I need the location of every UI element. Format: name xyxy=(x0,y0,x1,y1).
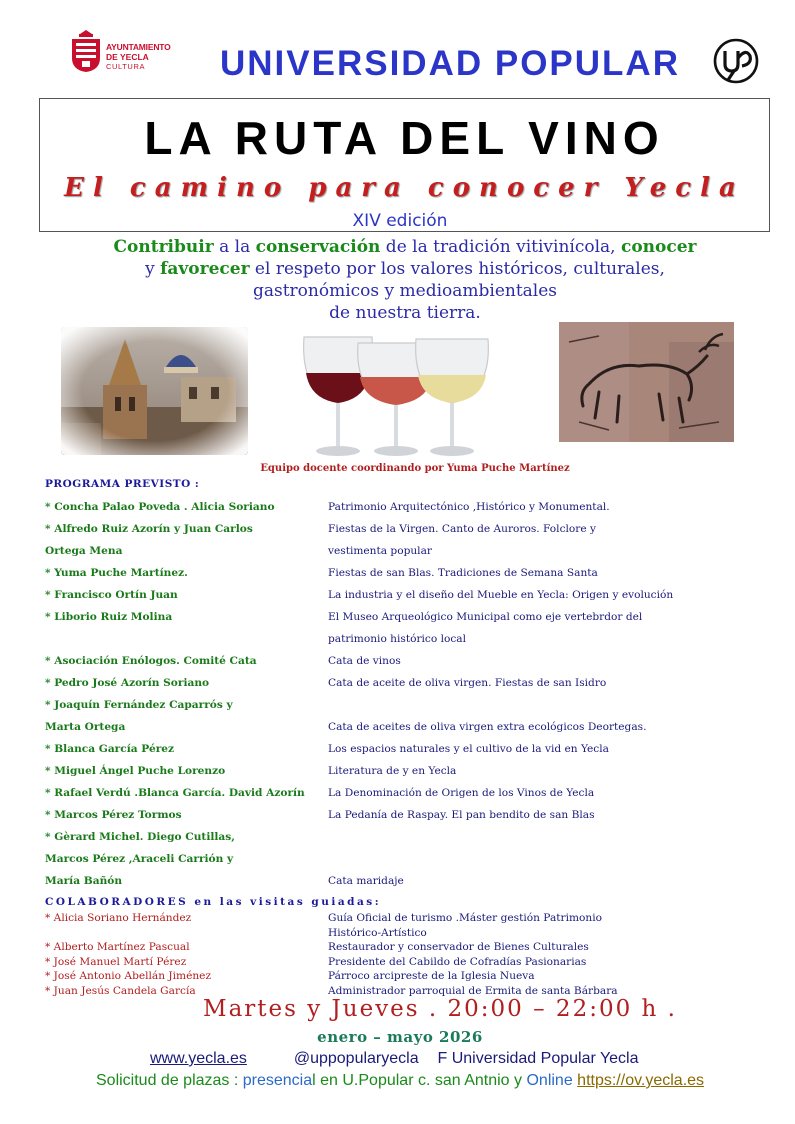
program-row xyxy=(45,650,765,672)
enroll-location: l en U.Popular c. san Antnio y xyxy=(312,1072,527,1089)
enroll-presencial: presencia xyxy=(242,1072,313,1089)
enrollment-line xyxy=(96,1072,776,1090)
program-row xyxy=(45,870,765,892)
intro-keyword-conocer: conocer xyxy=(620,237,697,257)
collaborator-row xyxy=(45,940,765,954)
program-row xyxy=(45,804,765,826)
intro-keyword-conservacion: conservación xyxy=(255,237,381,257)
program-speaker: * Pedro José Azorín Soriano xyxy=(45,677,210,689)
program-row xyxy=(45,782,765,804)
program-row xyxy=(45,738,765,760)
program-speaker: Marta Ortega xyxy=(45,721,126,733)
program-row xyxy=(45,584,765,606)
wine-glasses-photo xyxy=(298,333,494,461)
course-dates: enero – mayo 2026 xyxy=(317,1028,483,1046)
intro-text-3: y xyxy=(145,259,161,279)
program-topic: Cata de aceites de oliva virgen extra ecológicos Deortegas. xyxy=(328,721,647,733)
program-speaker: * Liborio Ruiz Molina xyxy=(45,611,173,623)
collaborator-role: Guía Oficial de turismo .Máster gestión Patrimonio xyxy=(328,912,602,924)
program-row xyxy=(45,518,765,540)
program-row xyxy=(45,694,765,716)
edition-label: XIV edición xyxy=(352,211,448,231)
program-row xyxy=(45,606,765,628)
program-speaker: * Blanca García Pérez xyxy=(45,743,175,755)
program-speaker: * Concha Palao Poveda . Alicia Soriano xyxy=(45,501,275,513)
social-handle[interactable]: @uppopularyecla xyxy=(293,1050,419,1067)
ayto-line2: DE YECLA xyxy=(106,52,149,62)
program-topic: La industria y el diseño del Mueble en Yecla: Origen y evolución xyxy=(328,589,674,601)
program-heading: PROGRAMA PREVISTO : xyxy=(45,478,200,490)
collaborator-role: Restaurador y conservador de Bienes Culturales xyxy=(328,941,589,953)
program-row xyxy=(45,672,765,694)
intro-text-4: el respeto por los valores históricos, culturales, xyxy=(249,259,665,279)
program-topic: Cata de vinos xyxy=(328,655,401,667)
website-link[interactable]: www.yecla.es xyxy=(150,1050,247,1067)
collaborator-name: * Juan Jesús Candela García xyxy=(45,984,196,997)
program-speaker: * Gèrard Michel. Diego Cutillas, xyxy=(45,831,235,843)
program-speaker: * Yuma Puche Martínez. xyxy=(45,567,188,579)
collaborator-name: * José Manuel Martí Pérez xyxy=(45,955,187,968)
collaborator-role: Administrador parroquial de Ermita de santa Bárbara xyxy=(328,984,618,997)
collaborator-row xyxy=(45,955,765,969)
program-speaker: * Marcos Pérez Tormos xyxy=(45,809,182,821)
program-topic: El Museo Arqueológico Municipal como eje vertebrdor del xyxy=(328,611,643,623)
collaborator-role: Histórico-Artístico xyxy=(328,926,427,939)
collaborator-name: * Alicia Soriano Hernández xyxy=(45,912,192,924)
intro-text-1: a la xyxy=(213,237,256,257)
ayto-line1: AYUNTAMIENTO xyxy=(106,42,171,52)
program-speaker: * Francisco Ortín Juan xyxy=(45,589,178,601)
intro-line3: gastronómicos y medioambientales xyxy=(252,281,558,301)
intro-line4: de nuestra tierra. xyxy=(329,303,481,323)
collaborator-name: * Alberto Martínez Pascual xyxy=(45,941,190,953)
collaborators-heading: COLABORADORES en las visitas guiadas: xyxy=(45,896,382,908)
program-row xyxy=(45,540,765,562)
collaborator-role: Presidente del Cabildo de Cofradías Pasionarias xyxy=(328,955,587,968)
contact-line xyxy=(150,1050,690,1068)
program-topic: vestimenta popular xyxy=(328,545,432,557)
program-topic: Los espacios naturales y el cultivo de la vid en Yecla xyxy=(328,743,609,755)
program-topic: Literatura de y en Yecla xyxy=(328,765,457,777)
intro-text xyxy=(40,236,770,324)
program-topic: Fiestas de san Blas. Tradiciones de Semana Santa xyxy=(328,567,598,579)
enroll-label: Solicitud de plazas : xyxy=(96,1072,243,1089)
facebook-page[interactable]: F Universidad Popular Yecla xyxy=(437,1050,639,1067)
program-speaker: * Joaquín Fernández Caparrós y xyxy=(45,699,233,711)
ayto-line3: CULTURA xyxy=(106,62,146,71)
program-topic: Cata de aceite de oliva virgen. Fiestas de san Isidro xyxy=(328,677,607,689)
program-row xyxy=(45,628,765,650)
collaborator-name: * José Antonio Abellán Jiménez xyxy=(45,970,212,982)
program-topic: Fiestas de la Virgen. Canto de Auroros. Folclore y xyxy=(328,523,596,535)
enroll-online: Online xyxy=(526,1072,573,1089)
program-row xyxy=(45,826,765,848)
collaborator-row xyxy=(45,911,765,925)
subtitle: El camino para conocer Yecla xyxy=(64,173,745,203)
program-topic: Patrimonio Arquitectónico ,Histórico y Monumental. xyxy=(328,501,610,513)
cave-painting-photo xyxy=(559,322,734,442)
collaborator-row xyxy=(45,926,765,940)
program-row xyxy=(45,562,765,584)
program-topic: patrimonio histórico local xyxy=(328,633,467,645)
enroll-url-link[interactable]: https://ov.yecla.es xyxy=(577,1072,705,1089)
team-coordinator: Equipo docente coordinando por Yuma Puche Martínez xyxy=(260,463,570,474)
intro-keyword-favorecer: favorecer xyxy=(160,259,250,279)
program-topic: Cata maridaje xyxy=(328,875,404,887)
program-speaker: Ortega Mena xyxy=(45,545,123,557)
program-speaker: María Bañón xyxy=(45,875,123,887)
main-title: LA RUTA DEL VINO xyxy=(144,112,665,164)
program-row xyxy=(45,848,765,870)
coat-of-arms-icon xyxy=(70,28,102,73)
program-topic: La Denominación de Origen de los Vinos de Yecla xyxy=(328,787,595,799)
collaborator-role: Párroco arcipreste de la Iglesia Nueva xyxy=(328,970,535,982)
program-speaker: * Rafael Verdú .Blanca García. David Azorín xyxy=(45,787,305,799)
program-row xyxy=(45,496,765,518)
program-speaker: Marcos Pérez ,Araceli Carrión y xyxy=(45,853,234,865)
collaborator-row xyxy=(45,969,765,983)
intro-keyword-contribuir: Contribuir xyxy=(113,237,214,257)
intro-line2 xyxy=(40,258,770,280)
schedule: Martes y Jueves . 20:00 – 22:00 h . xyxy=(203,996,677,1022)
intro-line1 xyxy=(40,236,770,258)
program-speaker: * Alfredo Ruiz Azorín y Juan Carlos xyxy=(45,523,253,535)
program-topic: La Pedanía de Raspay. El pan bendito de san Blas xyxy=(328,809,595,821)
header-title: UNIVERSIDAD POPULAR xyxy=(220,44,680,83)
program-row xyxy=(45,716,765,738)
church-towers-photo xyxy=(61,327,248,455)
program-speaker: * Asociación Enólogos. Comité Cata xyxy=(45,655,257,667)
universidad-popular-logo-icon xyxy=(712,38,760,84)
intro-text-2: de la tradición vitivinícola, xyxy=(380,237,621,257)
program-row xyxy=(45,760,765,782)
program-speaker: * Miguel Ángel Puche Lorenzo xyxy=(45,765,226,777)
